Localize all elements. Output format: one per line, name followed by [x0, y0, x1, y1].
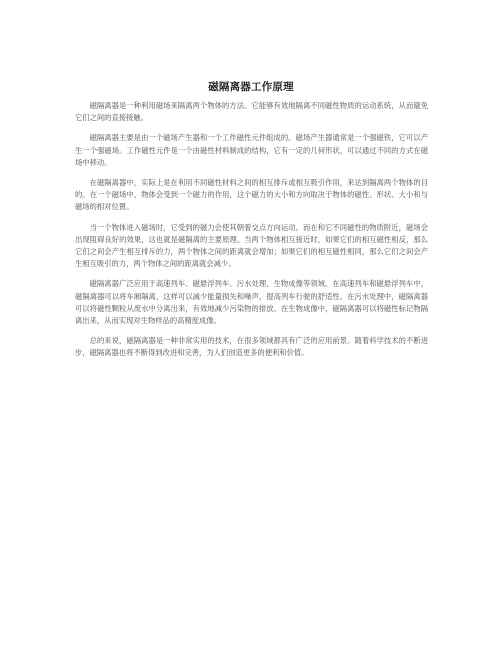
paragraph-3: 在磁隔离器中，实际上是在利用不同磁性材料之间的相互排斥或相互吸引作用，来达到隔离两个物体的目的。在一个磁场中，物体会受到一个磁力的作用，这个磁力的大小和方向取决于物体的磁性、形状、大小和与磁场的相对位置。 [75, 178, 428, 212]
paragraph-4: 当一个物体进入磁场时，它受到的磁力会使其朝着交点方向运动。而在和它不同磁性的物质附近，磁场会出现阻碍良好的效果，这也就是磁隔离的主要原理。当两个物体相互接近时，如果它们的相互磁性相反，那么它们之间会产生相互排斥的力，两个物体之间的距离就会增加；如果它们的相互磁性相同，那么它们之间会产生相互吸引的力，两个物体之间的距离就会减少。 [75, 222, 428, 269]
document-body [75, 100, 428, 368]
paragraph-2: 磁隔离器主要是由一个磁场产生器和一个工作磁性元件组成的。磁场产生器通常是一个强磁铁，它可以产生一个强磁场。工作磁性元件是一个由磁性材料制成的结构，它有一定的几何形状，可以通过不同的方式在磁场中移动。 [75, 133, 428, 167]
paragraph-5: 磁隔离器广泛应用于高速列车、磁悬浮列车、污水处理、生物成像等领域。在高速列车和磁悬浮列车中，磁隔离器可以将车厢隔离，这样可以减少能量损失和噪声，提高列车行驶的舒适性。在污水处理中，磁隔离器可以将磁性颗粒从废水中分离出来，有效地减少污染物的排放。在生物成像中，磁隔离器可以将磁性标记物隔离出来，从而实现对生物样品的高精度成像。 [75, 279, 428, 326]
paragraph-6: 总的来说，磁隔离器是一种非常实用的技术，在很多领域都具有广泛的应用前景。随着科学技术的不断进步，磁隔离器也将不断得到改进和完善，为人们创造更多的便利和价值。 [75, 336, 428, 358]
document-title: 磁隔离器工作原理 [208, 81, 294, 93]
paragraph-1: 磁隔离器是一种利用磁场来隔离两个物体的方法。它能够有效地隔离不同磁性物质的运动系统，从而避免它们之间的直接接触。 [75, 101, 428, 123]
